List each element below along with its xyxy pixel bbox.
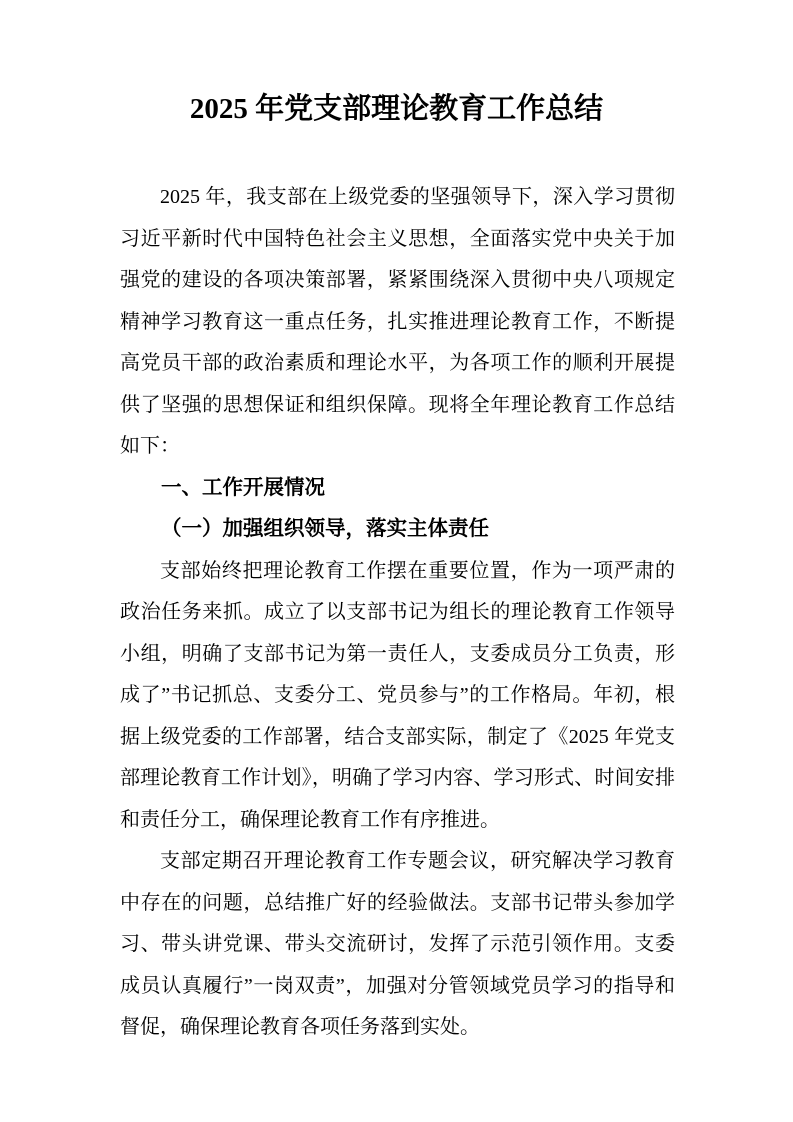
paragraph-leadership-group: 支部始终把理论教育工作摆在重要位置，作为一项严肃的政治任务来抓。成立了以支部书记为组长的理论教育工作领导小组，明确了支部书记为第一责任人，支委成员分工负责，形成了”书记抓总、支委分工、党员参与”的工作格局。年初，根据上级党委的工作部署，结合支部实际，制定了《2025 年党支部理论教育工作计划》，明确了学习内容、学习形式、时间安排和责任分工，确保理论教育工作有序推进。 [120,559,675,831]
document-body [120,177,675,1049]
paragraph-special-meetings: 支部定期召开理论教育工作专题会议，研究解决学习教育中存在的问题，总结推广好的经验做法。支部书记带头参加学习、带头讲党课、带头交流研讨，发挥了示范引领作用。支委成员认真履行”一岗双责”，加强对分管领域党员学习的指导和督促，确保理论教育各项任务落到实处。 [120,850,675,1038]
section-heading-work-progress: 一、工作开展情况 [161,476,325,499]
document-title: 2025 年党支部理论教育工作总结 [189,93,604,125]
paragraph-intro: 2025 年，我支部在上级党委的坚强领导下，深入学习贯彻习近平新时代中国特色社会主义思想，全面落实党中央关于加强党的建设的各项决策部署，紧紧围绕深入贯彻中央八项规定精神学习教育这一重点任务，扎实推进理论教育工作，不断提高党员干部的政治素质和理论水平，为各项工作的顺利开展提供了坚强的思想保证和组织保障。现将全年理论教育工作总结如下： [120,186,675,457]
subsection-heading-organizational-leadership: （一）加强组织领导，落实主体责任 [161,518,489,540]
